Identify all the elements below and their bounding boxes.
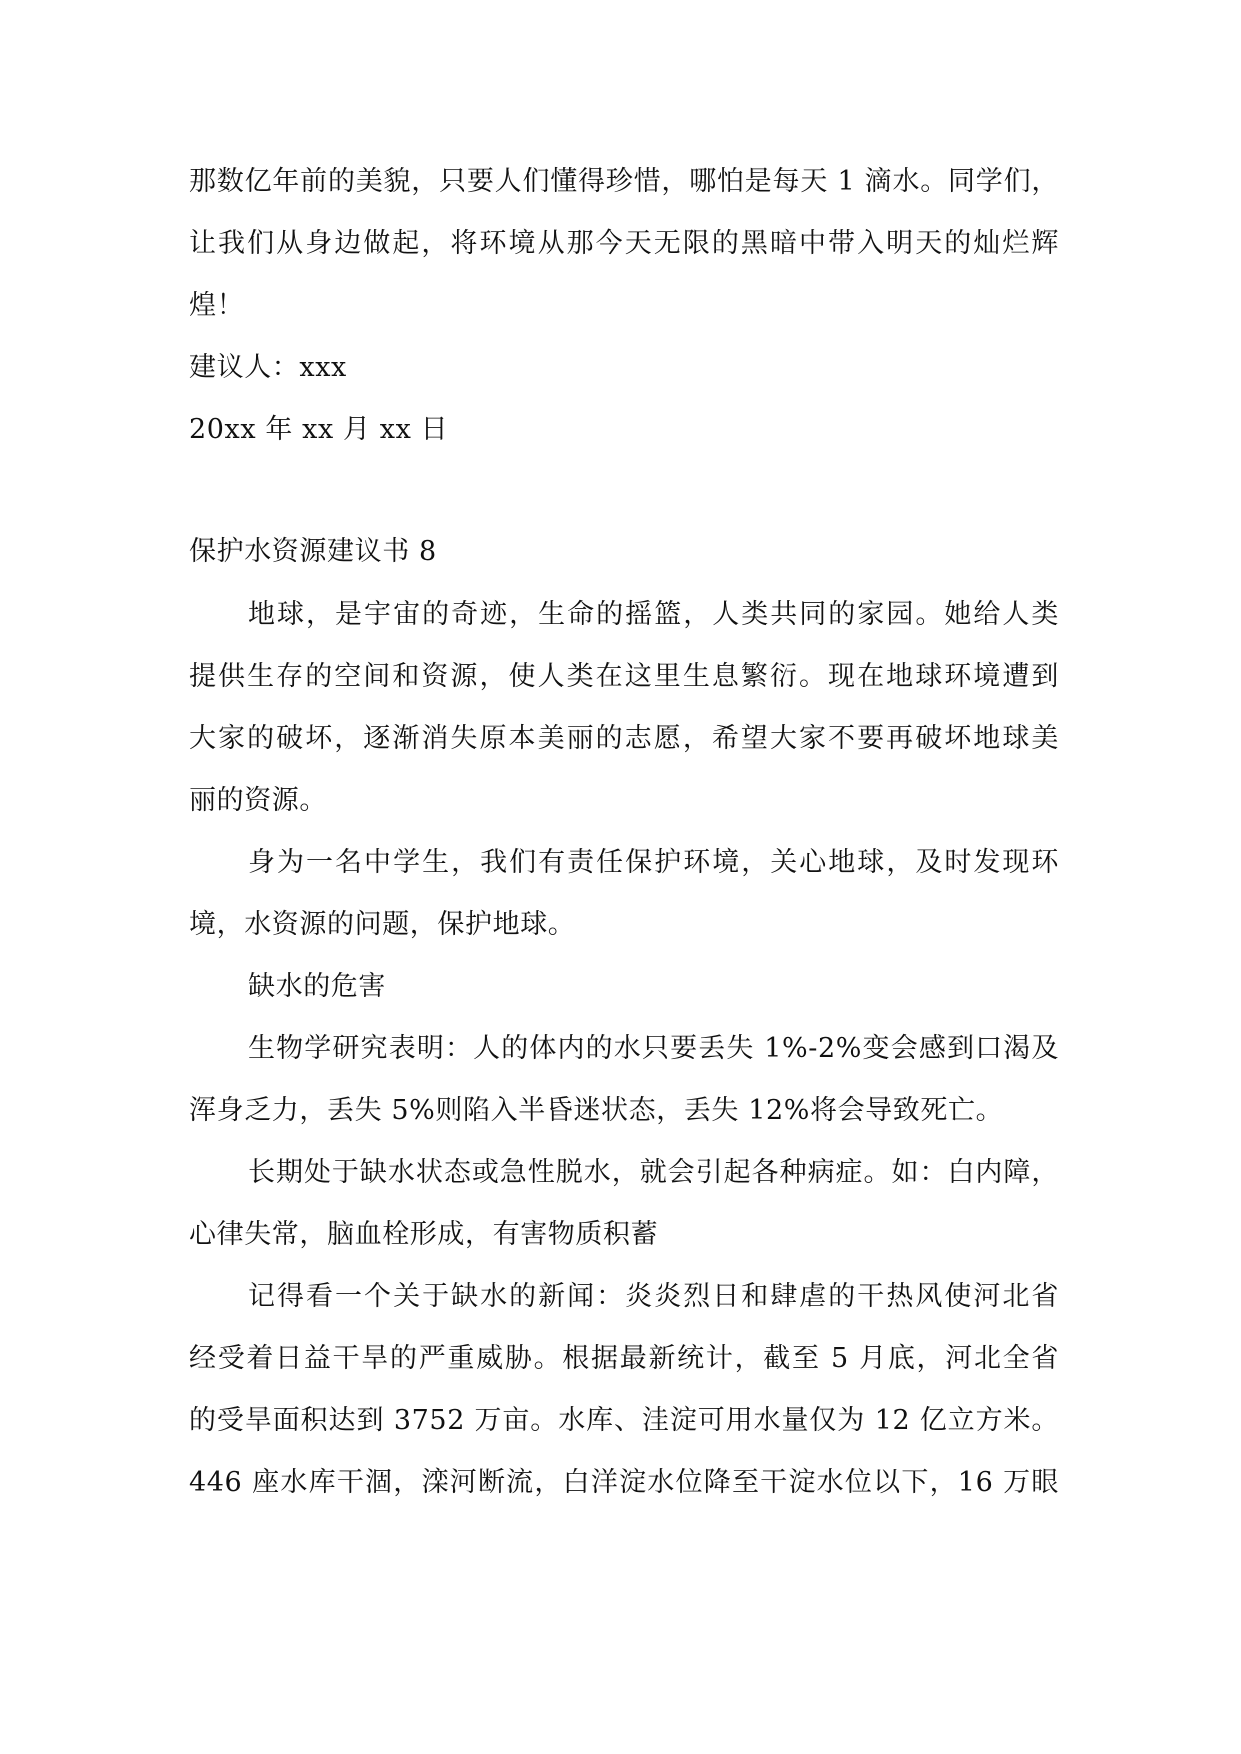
section-title: 保护水资源建议书 8 bbox=[189, 536, 437, 567]
body-line: 境，水资源的问题，保护地球。 bbox=[189, 909, 576, 940]
body-line: 生物学研究表明：人的体内的水只要丢失 1%-2%变会感到口渴及 bbox=[248, 1033, 1059, 1064]
body-line: 煌！ bbox=[189, 290, 245, 321]
date-line: 20xx 年 xx 月 xx 日 bbox=[189, 414, 449, 445]
body-line: 大家的破坏，逐渐消失原本美丽的志愿，希望大家不要再破坏地球美 bbox=[189, 723, 1059, 754]
body-line: 地球，是宇宙的奇迹，生命的摇篮，人类共同的家园。她给人类 bbox=[248, 599, 1059, 630]
body-line: 记得看一个关于缺水的新闻：炎炎烈日和肆虐的干热风使河北省 bbox=[248, 1281, 1059, 1312]
body-line: 长期处于缺水状态或急性脱水，就会引起各种病症。如：白内障， bbox=[248, 1157, 1059, 1188]
body-line: 446 座水库干涸，滦河断流，白洋淀水位降至干淀水位以下，16 万眼 bbox=[189, 1467, 1059, 1498]
body-line: 丽的资源。 bbox=[189, 785, 327, 816]
body-line: 让我们从身边做起，将环境从那今天无限的黑暗中带入明天的灿烂辉 bbox=[189, 228, 1059, 259]
body-line: 浑身乏力，丢失 5%则陷入半昏迷状态，丢失 12%将会导致死亡。 bbox=[189, 1095, 1004, 1126]
body-line: 那数亿年前的美貌，只要人们懂得珍惜，哪怕是每天 1 滴水。同学们， bbox=[189, 166, 1059, 197]
body-line: 经受着日益干旱的严重威胁。根据最新统计，截至 5 月底，河北全省 bbox=[189, 1343, 1059, 1374]
body-line: 身为一名中学生，我们有责任保护环境，关心地球，及时发现环 bbox=[248, 847, 1059, 878]
body-line: 心律失常，脑血栓形成，有害物质积蓄 bbox=[189, 1219, 659, 1250]
signer-line: 建议人：xxx bbox=[189, 352, 347, 383]
body-line: 提供生存的空间和资源，使人类在这里生息繁衍。现在地球环境遭到 bbox=[189, 661, 1059, 692]
subheading: 缺水的危害 bbox=[248, 971, 386, 1002]
body-line: 的受旱面积达到 3752 万亩。水库、洼淀可用水量仅为 12 亿立方米。 bbox=[189, 1405, 1059, 1436]
